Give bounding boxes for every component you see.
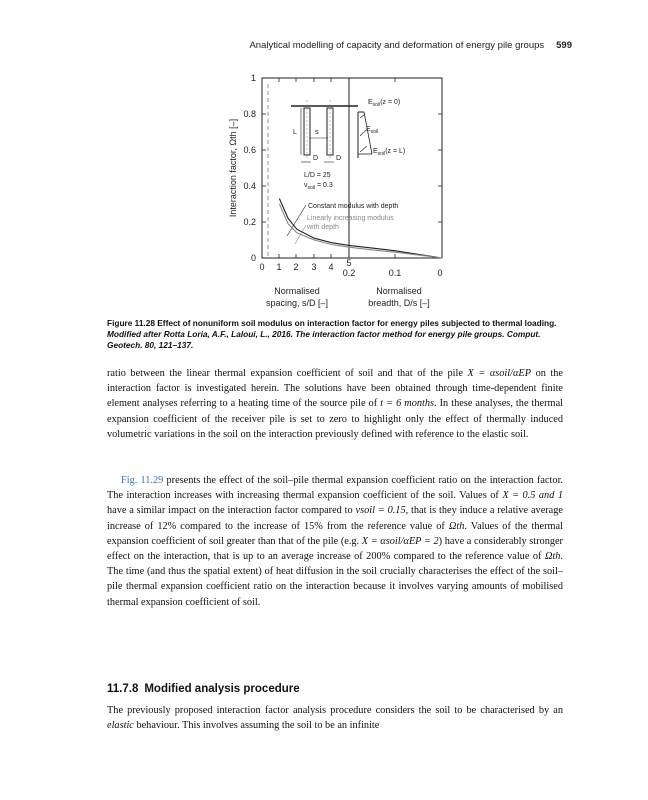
legend-linear-modulus-line1: Linearly increasing modulus [307,215,394,222]
y-tick-label: 1 [250,73,256,83]
left-x-title-line1: Normalised [274,286,320,296]
page-number: 599 [556,40,572,51]
x-tick-label: 0 [437,268,443,278]
y-tick-label: 0.6 [243,145,256,155]
y-tick-label: 0.2 [243,217,256,227]
section-number: 11.7.8 [107,683,139,695]
x-tick-label: 2 [293,262,299,272]
text-run: , that is they induce a relative average increase of 12% compared to the increase of 15% from the reference value of [107,505,563,532]
formula: X = αsoil/αEP = 2 [361,535,439,547]
caption-label: Figure 11.28 [107,318,155,328]
label-D: D [336,155,342,162]
label-L: L [293,129,297,136]
right-x-title-line1: Normalised [376,286,422,296]
modulus-arrow [360,114,365,118]
section-title: Modified analysis procedure [144,683,300,695]
formula: νsoil = 0.15 [355,505,406,517]
e-soil-bottom-label: $E_{soil}(z = L)$ [373,148,406,157]
formula: X = αsoil/αEP [467,368,531,379]
e-soil-top-label: $E_{soil}(z = 0)$ [368,99,401,108]
x-tick-label: 1 [276,262,282,272]
text-run: . Values of the thermal expansion coefficient of soil greater than that of the pile (e.g. [107,520,563,547]
caption-source: Modified after Rotta Loria, A.F., Laloui, L., 2016. The interaction factor method for energy pile groups. Comput. Geotech. 80, 121–137. [107,329,541,351]
x-tick-label: 0.2 [342,268,356,278]
paragraph-3 [107,703,563,733]
y-axis-title: Interaction factor, Ωth [–] [228,118,238,218]
plot-frame [262,78,442,258]
pile-schematic [291,99,405,191]
section-heading [107,683,300,695]
formula: t = 6 months [380,398,435,410]
figure-caption [107,318,562,352]
caption-text: Effect of nonuniform soil modulus on interaction factor for energy piles subjected to thermal loading. [154,318,557,328]
emphasis: elastic [107,720,134,732]
x-tick-label: 0.1 [388,268,402,278]
modulus-arrow [360,146,367,152]
paragraph-1 [107,366,563,442]
formula: X = 0.5 and 1 [502,490,563,502]
text-run: ) have a considerably stronger effect on the interaction, that is up to an average increase of 200% compared to the reference value of [107,535,563,563]
text-run: behaviour. This involves assuming the soil to be an infinite [133,720,380,732]
formula: Ωth [448,520,465,532]
text-run: . The time (and thus the spatial extent) of heat diffusion in the soil crucially characterises the effect of the soil–pile thermal expansion coefficient ratio on the interaction because it involves varying amounts of mobilised thermal expansion coefficient of soil. [107,551,563,608]
left-x-title-line2: spacing, s/D [–] [265,298,329,308]
text-run: have a similar impact on the interaction factor compared to [107,505,356,517]
x-tick-label: 5 [346,258,352,268]
x-tick-label: 3 [311,262,317,272]
figure-link[interactable]: Fig. 11.29 [121,475,164,486]
label-D: D [313,155,319,162]
x-tick-label: 0 [259,262,265,272]
receiver-pile [327,108,333,155]
paragraph-2 [107,473,563,610]
poisson-ratio-label: $\nu_{soil} = 0.3$ [304,182,333,191]
formula: Ωth [544,551,561,563]
right-series-linear-modulus [349,247,442,258]
text-run: presents the effect of the soil–pile thermal expansion coefficient ratio on the interaction factor. The interaction increases with increasing thermal expansion coefficient of the soil. Values of [107,475,564,502]
legend-linear-modulus-line2: with depth [307,224,339,231]
e-soil-label: $E_{soil}$ [366,126,379,135]
y-tick-label: 0.4 [243,181,256,191]
text-run: ratio between the linear thermal expansion coefficient of soil and that of the pile [107,368,468,379]
label-s: s [315,129,319,136]
y-tick-label: 0 [250,253,256,263]
text-run: on the interaction factor is investigated herein. The solutions have been obtained through time-dependent finite element analyses referring to a heating time of the source pile of [107,368,564,410]
text-run: The previously proposed interaction factor analysis procedure considers the soil to be characterised by an [107,705,563,716]
running-title: Analytical modelling of capacity and deformation of energy pile groups [249,40,545,51]
source-pile [304,108,310,155]
y-tick-label: 0.8 [243,109,256,119]
legend-constant-modulus: Constant modulus with depth [308,203,399,210]
right-x-title-line2: breadth, D/s [–] [368,298,430,308]
x-tick-label: 4 [328,262,334,272]
text-run: . In these analyses, the thermal expansion coefficient of the receiver pile is set to zero to highlight only the effect of thermally induced volumetric variations in the soil on the interaction previously defined with reference to the elastic soil. [107,398,563,440]
ld-ratio-label: L/D = 25 [304,172,331,179]
